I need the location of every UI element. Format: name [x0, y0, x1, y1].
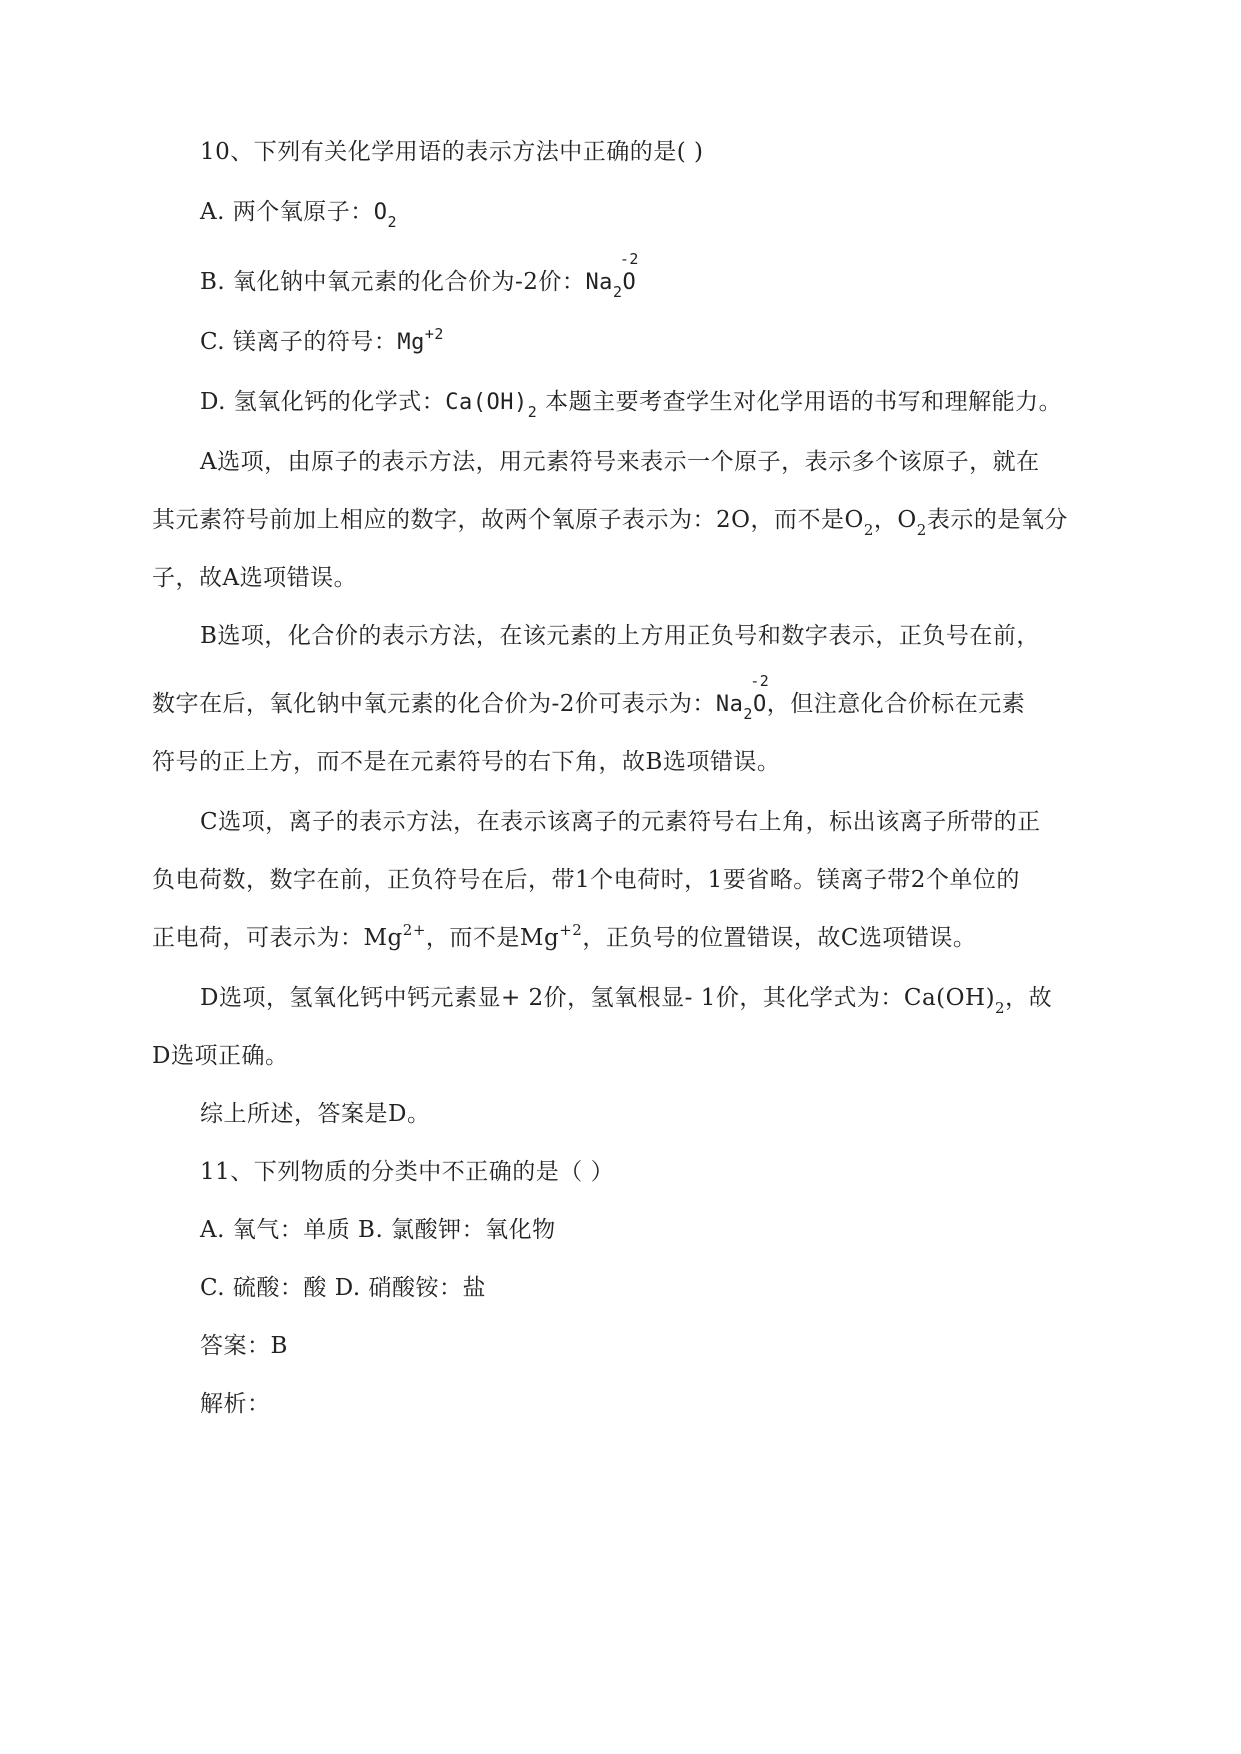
q11-options-cd: C. 硫酸：酸 D. 硝酸铵：盐	[200, 1275, 486, 1301]
q10-option-d	[200, 386, 1062, 420]
analysis-c-line1: C选项，离子的表示方法，在表示该离子的元素符号右上角，标出该离子所带的正	[200, 809, 1041, 835]
analysis-summary: 综上所述，答案是D。	[200, 1101, 431, 1127]
q11-answer: 答案：B	[200, 1333, 288, 1359]
q10-option-d-note: 本题主要考查学生对化学用语的书写和理解能力。	[537, 389, 1063, 415]
o2-formula: $O_2$	[373, 200, 398, 231]
valence-mark-2: -2	[750, 672, 770, 690]
analysis-b-line3: 符号的正上方，而不是在元素符号的右下角，故B选项错误。	[152, 749, 781, 775]
mg-ion-formula: $Mg^{+2}$	[397, 325, 444, 355]
q10-option-d-text: D. 氢氧化钙的化学式：	[200, 389, 446, 415]
q11-options-ab: A. 氧气：单质 B. 氯酸钾：氧化物	[200, 1217, 556, 1243]
q11-analysis-label: 解析：	[200, 1391, 271, 1417]
q10-option-b-text: B. 氧化钠中氧元素的化合价为-2价：	[200, 269, 586, 295]
q10-option-a	[200, 196, 397, 230]
q10-option-c	[200, 326, 444, 360]
q11-stem: 11、下列物质的分类中不正确的是（ ）	[200, 1159, 615, 1185]
analysis-c-line2: 负电荷数，数字在前，正负符号在后，带1个电荷时，1要省略。镁离子带2个单位的	[152, 867, 1020, 893]
analysis-d-line1: D选项，氢氧化钙中钙元素显+ 2价，氢氧根显- 1价，其化学式为：$Ca(OH)_2$，故	[200, 985, 1053, 1017]
analysis-d-line2: D选项正确。	[152, 1043, 289, 1069]
analysis-a-line3: 子，故A选项错误。	[152, 565, 358, 591]
analysis-a-line2: 其元素符号前加上相应的数字，故两个氧原子表示为：2O，而不是$O_2$，$O_2$表示的是氧分	[152, 507, 1068, 539]
analysis-c-line3: 正电荷，可表示为：$Mg^{2+}$，而不是$Mg^{+2}$，正负号的位置错误，故C选项错误。	[152, 921, 977, 951]
q10-stem: 10、下列有关化学用语的表示方法中正确的是( )	[200, 139, 704, 165]
na2o-formula-2: $Na_2$ -2 O	[716, 692, 767, 717]
analysis-b-line2: 数字在后，氧化钠中氧元素的化合价为-2价可表示为：$Na_2$ -2 O，但注意化合价标在元素	[152, 688, 1025, 722]
caoh2-formula: $Ca(OH)_2$	[445, 390, 538, 421]
na2o-formula: $Na_2$ -2 O	[585, 270, 636, 295]
analysis-b-line1: B选项，化合价的表示方法，在该元素的上方用正负号和数字表示，正负号在前，	[200, 623, 1040, 649]
analysis-a-line1: A选项，由原子的表示方法，用元素符号来表示一个原子，表示多个该原子，就在	[200, 449, 1040, 475]
q10-option-b	[200, 250, 639, 301]
q10-option-c-text: C. 镁离子的符号：	[200, 329, 398, 355]
valence-mark: -2	[619, 250, 639, 268]
q10-option-a-text: A. 两个氧原子：	[200, 199, 374, 225]
